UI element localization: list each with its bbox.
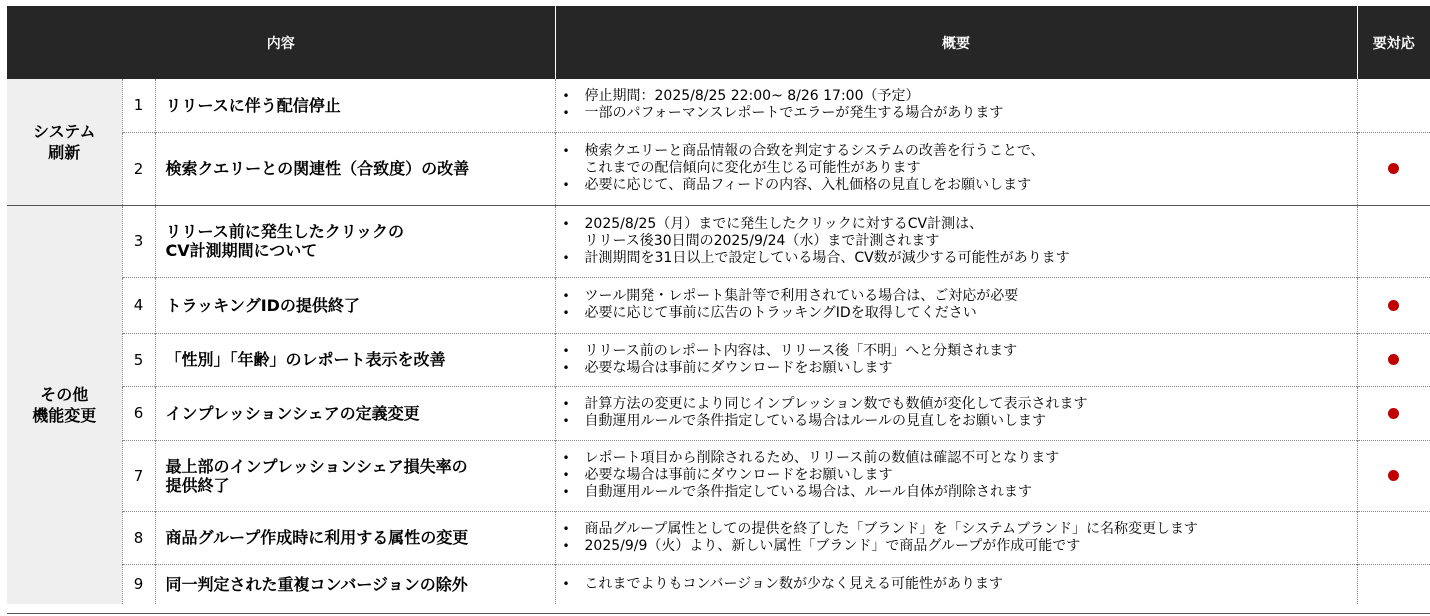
row-title: 商品グループ作成時に利用する属性の変更 — [155, 511, 555, 564]
bullet-item: • 計測期間を31日以上で設定している場合、CV数が減少する可能性があります — [563, 250, 1357, 267]
action-required-cell — [1357, 386, 1430, 440]
table-row — [7, 386, 1430, 440]
row-description — [555, 564, 1357, 604]
row-number: 9 — [122, 564, 155, 604]
bullet-item: • 停止期間：2025/8/25 22:00~ 8/26 17:00（予定） — [563, 88, 1357, 105]
action-required-cell — [1357, 333, 1430, 386]
row-description — [555, 79, 1357, 132]
row-number: 2 — [122, 132, 155, 205]
row-description — [555, 333, 1357, 386]
row-title: リリース前に発生したクリックの CV計測期間について — [155, 205, 555, 277]
action-required-cell — [1357, 132, 1430, 205]
action-required-dot-icon — [1388, 354, 1399, 365]
bullet-item: • 必要な場合は事前にダウンロードをお願いします — [563, 360, 1357, 377]
action-required-dot-icon — [1388, 470, 1399, 481]
action-required-cell — [1357, 564, 1430, 604]
table-row — [7, 333, 1430, 386]
header-content: 内容 — [7, 6, 555, 79]
table-header-row — [7, 6, 1430, 79]
bullet-item: • レポート項目から削除されるため、リリース前の数値は確認不可となります — [563, 450, 1357, 467]
change-summary-table — [7, 6, 1430, 604]
bullet-item: • ツール開発・レポート集計等で利用されている場合は、ご対応が必要 — [563, 288, 1357, 305]
action-required-cell — [1357, 277, 1430, 333]
row-description — [555, 440, 1357, 511]
header-action-required: 要対応 — [1357, 6, 1430, 79]
bullet-item: • 自動運用ルールで条件指定している場合は、ルール自体が削除されます — [563, 484, 1357, 501]
row-description — [555, 277, 1357, 333]
bullet-item: • 2025/8/25（月）までに発生したクリックに対するCV計測は、 リリース後30日間の2025/9/24（水）まで計測されます — [563, 216, 1357, 250]
row-number: 1 — [122, 79, 155, 132]
table-row — [7, 277, 1430, 333]
bullet-item: • 必要に応じて、商品フィードの内容、入札価格の見直しをお願いします — [563, 177, 1357, 194]
table-row — [7, 440, 1430, 511]
action-required-cell — [1357, 440, 1430, 511]
bullet-item: • リリース前のレポート内容は、リリース後「不明」へと分類されます — [563, 343, 1357, 360]
header-summary: 概要 — [555, 6, 1357, 79]
table-bottom-border — [7, 613, 1430, 614]
action-required-cell — [1357, 511, 1430, 564]
table-row — [7, 564, 1430, 604]
action-required-dot-icon — [1388, 408, 1399, 419]
row-title: リリースに伴う配信停止 — [155, 79, 555, 132]
row-number: 5 — [122, 333, 155, 386]
action-required-dot-icon — [1388, 300, 1399, 311]
row-description — [555, 132, 1357, 205]
bullet-item: • 計算方法の変更により同じインプレッション数でも数値が変化して表示されます — [563, 396, 1357, 413]
bullet-item: • 一部のパフォーマンスレポートでエラーが発生する場合があります — [563, 105, 1357, 122]
row-description — [555, 205, 1357, 277]
bullet-item: • 自動運用ルールで条件指定している場合はルールの見直しをお願いします — [563, 413, 1357, 430]
table-row — [7, 511, 1430, 564]
row-title: 同一判定された重複コンバージョンの除外 — [155, 564, 555, 604]
action-required-cell — [1357, 79, 1430, 132]
table-row — [7, 132, 1430, 205]
table-row — [7, 205, 1430, 277]
row-number: 3 — [122, 205, 155, 277]
action-required-cell — [1357, 205, 1430, 277]
bullet-item: • これまでよりもコンバージョン数が少なく見える可能性があります — [563, 576, 1357, 593]
bullet-item: • 2025/9/9（火）より、新しい属性「ブランド」で商品グループが作成可能です — [563, 538, 1357, 555]
table-row — [7, 79, 1430, 132]
group-label-system-renewal: システム 刷新 — [7, 79, 122, 205]
row-title: トラッキングIDの提供終了 — [155, 277, 555, 333]
action-required-dot-icon — [1388, 163, 1399, 174]
group-label-other-changes: その他 機能変更 — [7, 205, 122, 604]
bullet-item: • 検索クエリーと商品情報の合致を判定するシステムの改善を行うことで、 これまでの配信傾向に変化が生じる可能性があります — [563, 143, 1357, 177]
row-title: 検索クエリーとの関連性（合致度）の改善 — [155, 132, 555, 205]
row-title: 最上部のインプレッションシェア損失率の 提供終了 — [155, 440, 555, 511]
row-description — [555, 386, 1357, 440]
bullet-item: • 必要な場合は事前にダウンロードをお願いします — [563, 467, 1357, 484]
row-number: 8 — [122, 511, 155, 564]
bullet-item: • 商品グループ属性としての提供を終了した「ブランド」を「システムブランド」に名称変更します — [563, 521, 1357, 538]
row-number: 7 — [122, 440, 155, 511]
row-number: 6 — [122, 386, 155, 440]
bullet-item: • 必要に応じて事前に広告のトラッキングIDを取得してください — [563, 305, 1357, 322]
row-title: 「性別」「年齢」のレポート表示を改善 — [155, 333, 555, 386]
row-number: 4 — [122, 277, 155, 333]
row-title: インプレッションシェアの定義変更 — [155, 386, 555, 440]
row-description — [555, 511, 1357, 564]
